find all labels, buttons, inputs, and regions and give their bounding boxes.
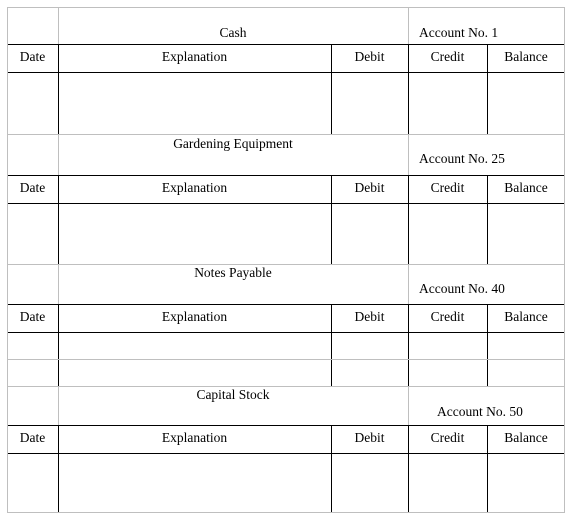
column-header-balance: Balance: [504, 49, 548, 64]
column-divider: [408, 304, 409, 386]
column-divider: [487, 304, 488, 386]
ledger-top-border: [7, 7, 565, 8]
column-header-credit: Credit: [430, 430, 465, 445]
header-bottom-border: [7, 203, 565, 204]
column-divider: [331, 425, 332, 512]
column-divider: [58, 425, 59, 512]
ledger-row: [7, 134, 565, 135]
header-top-border: [7, 304, 565, 305]
account-title: Capital Stock: [196, 387, 270, 402]
column-header-balance: Balance: [504, 180, 548, 195]
header-bottom-border: [7, 453, 565, 454]
column-header-credit: Credit: [430, 49, 465, 64]
account-number: Account No. 1: [419, 25, 499, 40]
title-divider-right: [408, 386, 409, 425]
account-number: Account No. 50: [437, 404, 523, 419]
column-divider: [58, 304, 59, 386]
column-header-credit: Credit: [430, 180, 465, 195]
column-header-debit: Debit: [354, 430, 385, 445]
ledger-left-border: [7, 7, 8, 512]
column-header-debit: Debit: [354, 180, 385, 195]
column-header-date: Date: [19, 309, 46, 324]
account-title: Cash: [219, 25, 247, 40]
column-divider: [408, 44, 409, 134]
ledger-row: [7, 512, 565, 513]
account-title: Notes Payable: [194, 265, 272, 280]
column-divider: [487, 44, 488, 134]
column-header-debit: Debit: [354, 49, 385, 64]
column-header-explanation: Explanation: [161, 430, 228, 445]
column-header-explanation: Explanation: [161, 309, 228, 324]
account-title: Gardening Equipment: [173, 136, 293, 151]
ledger-right-border: [564, 7, 565, 512]
header-bottom-border: [7, 72, 565, 73]
ledger-row: [7, 359, 565, 360]
column-header-balance: Balance: [504, 309, 548, 324]
column-divider: [487, 425, 488, 512]
header-bottom-border: [7, 332, 565, 333]
column-divider: [331, 44, 332, 134]
title-divider-right: [408, 135, 409, 175]
column-divider: [58, 175, 59, 264]
column-divider: [487, 175, 488, 264]
column-divider: [331, 304, 332, 386]
column-header-date: Date: [19, 180, 46, 195]
header-top-border: [7, 175, 565, 176]
ledger-sheet: [7, 7, 565, 512]
column-header-date: Date: [19, 430, 46, 445]
column-header-explanation: Explanation: [161, 49, 228, 64]
header-top-border: [7, 44, 565, 45]
title-divider-right: [408, 264, 409, 304]
column-header-explanation: Explanation: [161, 180, 228, 195]
column-header-debit: Debit: [354, 309, 385, 324]
title-divider-right: [408, 7, 409, 44]
account-number: Account No. 25: [419, 151, 505, 166]
column-header-date: Date: [19, 49, 46, 64]
header-top-border: [7, 425, 565, 426]
column-divider: [331, 175, 332, 264]
column-divider: [58, 44, 59, 134]
column-header-balance: Balance: [504, 430, 548, 445]
account-number: Account No. 40: [419, 281, 505, 296]
column-header-credit: Credit: [430, 309, 465, 324]
column-divider: [408, 175, 409, 264]
column-divider: [408, 425, 409, 512]
